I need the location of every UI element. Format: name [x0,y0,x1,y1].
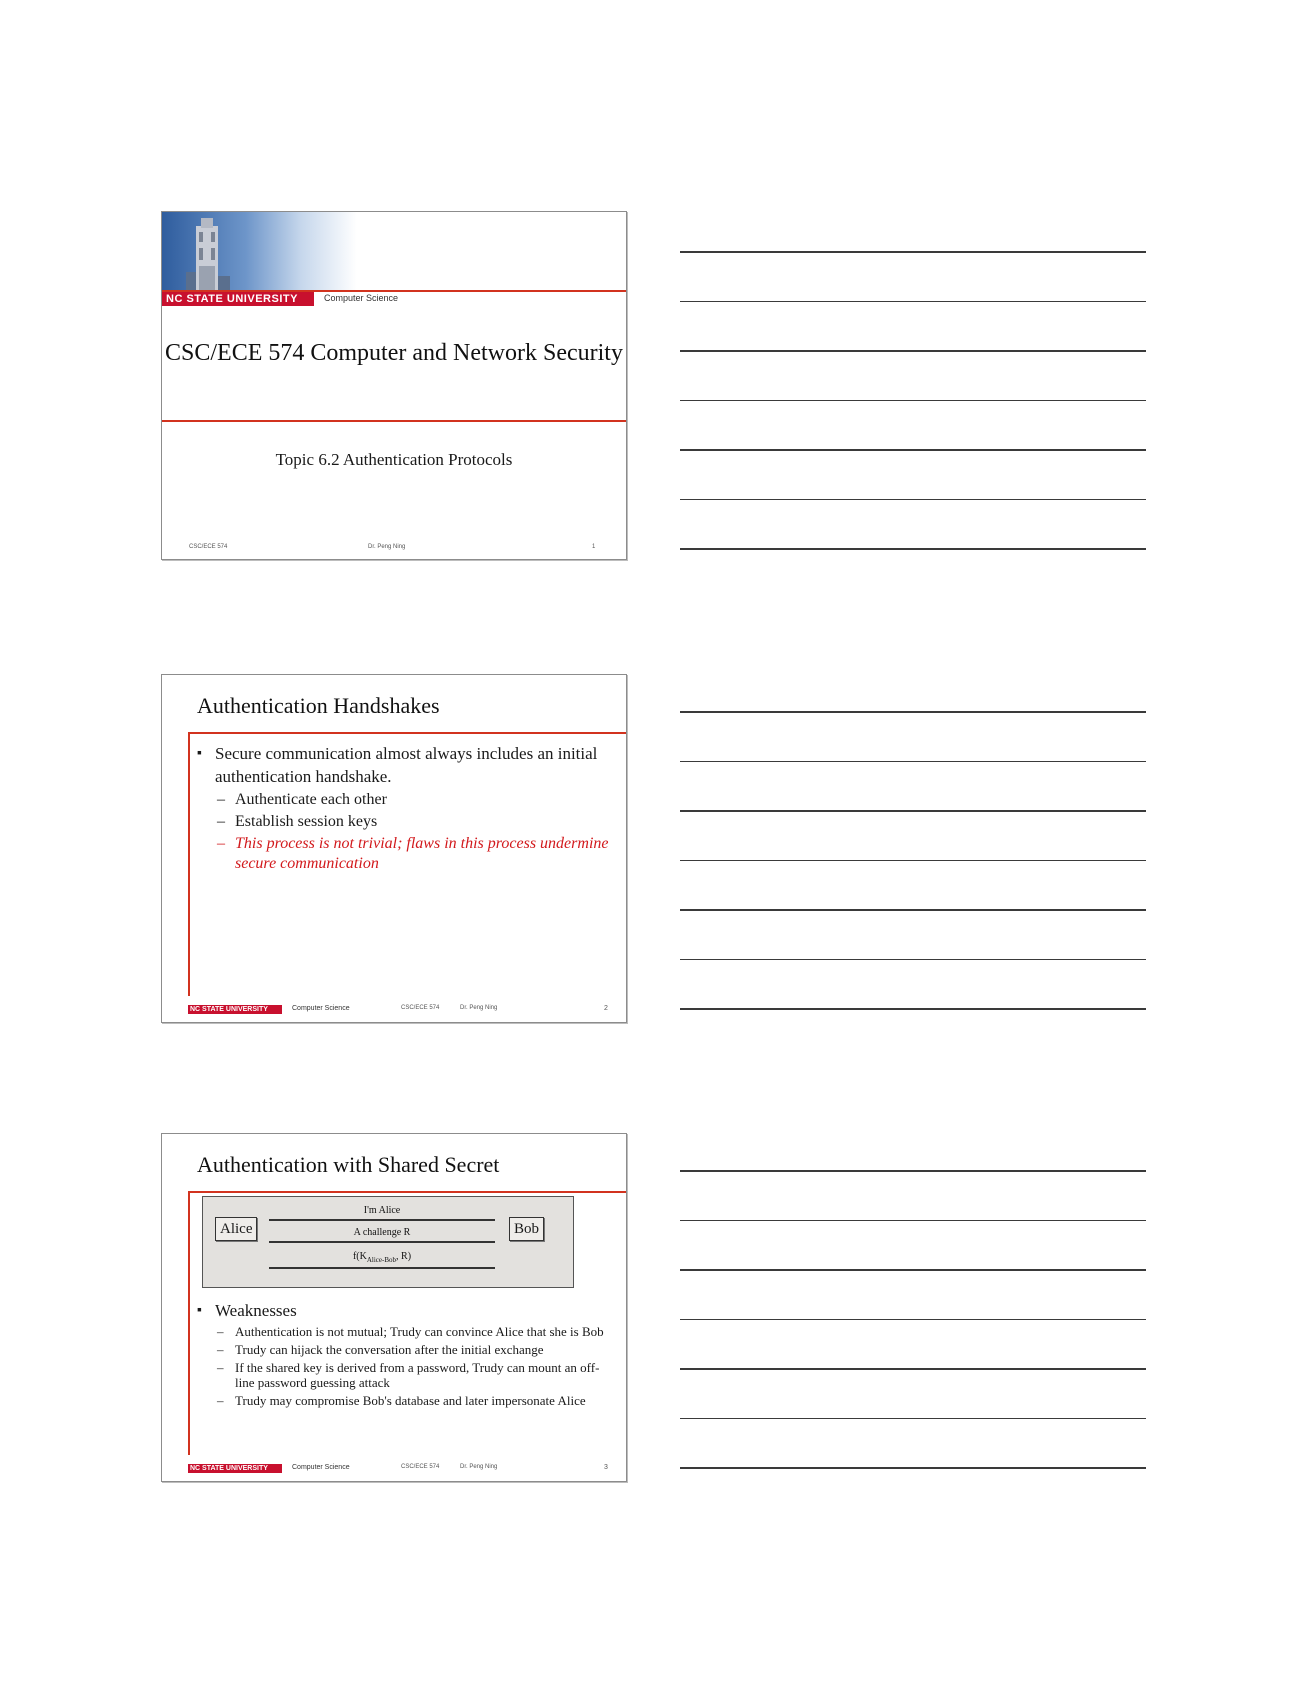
bullet-item [197,1300,616,1322]
message-1-label: I'm Alice [363,1205,401,1216]
slide-subtitle: Topic 6.2 Authentication Protocols [275,450,513,469]
footer-page: 2 [604,1005,608,1012]
left-rule [188,732,190,996]
message-1-arrow [269,1219,495,1221]
subbullet-text: Trudy can hijack the conversation after the initial exchange [235,1342,544,1357]
subbullet-item [197,812,616,832]
header-banner [162,212,626,290]
subbullet-text: If the shared key is derived from a password, Trudy can mount an off-line password guessing attack [235,1360,600,1390]
dash-marker: – [217,1393,224,1408]
footer-course: CSC/ECE 574 [401,1005,440,1011]
note-line [680,449,1146,451]
slide-body [197,1300,616,1411]
note-line [680,1170,1146,1172]
note-line [680,909,1146,911]
dash-marker: – [217,1342,224,1357]
note-line [680,1269,1146,1271]
bullet-text: Secure communication almost always includes an initial authentication handshake. [215,744,598,786]
department-label: Computer Science [292,1464,350,1471]
note-line [680,1418,1146,1420]
party-alice: Alice [215,1217,257,1241]
note-line [680,1319,1146,1321]
note-line [680,1008,1146,1010]
message-3-label [269,1251,495,1264]
title-separator [162,420,626,422]
title-rule [188,732,626,734]
left-rule [188,1191,190,1455]
notes-lines-3 [680,1170,1146,1517]
footer-course: CSC/ECE 574 [189,544,228,550]
note-line [680,251,1146,253]
bullet-marker: ▪ [197,1303,202,1318]
note-line [680,548,1146,550]
slide-title: CSC/ECE 574 Computer and Network Security [165,340,623,366]
message-3-subscript: Alice-Bob [366,1256,397,1264]
subbullet-text: Establish session keys [235,813,378,830]
footer-course: CSC/ECE 574 [401,1464,440,1470]
emphasis-text: This process is not trivial; flaws in this process undermine secure communication [235,835,609,872]
subbullet-text: Authentication is not mutual; Trudy can convince Alice that she is Bob [235,1324,604,1339]
bullet-marker: ▪ [197,746,202,761]
subbullet-text: Authenticate each other [235,791,387,808]
note-line [680,959,1146,961]
dash-marker: – [217,1360,224,1375]
message-3-arrow [269,1267,495,1269]
subbullet-item [197,1393,616,1408]
slide-1 [161,211,627,560]
notes-lines-2 [680,711,1146,1058]
slide-footer [188,1004,608,1016]
department-label: Computer Science [292,1005,350,1012]
note-line [680,1220,1146,1222]
slide-body [197,742,616,876]
note-line [680,761,1146,763]
slide-footer [188,1463,608,1475]
notes-lines-1 [680,251,1146,598]
slide-2 [161,674,627,1023]
dash-marker: – [217,1324,224,1339]
note-line [680,711,1146,713]
title-rule [188,1191,626,1193]
subbullet-item [197,1360,616,1390]
note-line [680,499,1146,501]
university-logo: NC STATE UNIVERSITY [188,1464,282,1473]
footer-page: 3 [604,1464,608,1471]
university-logo: NC STATE UNIVERSITY [188,1005,282,1014]
subbullet-item [197,1342,616,1357]
bullet-item [197,742,616,788]
message-3-prefix: f(K [352,1251,367,1262]
slide-title: Authentication with Shared Secret [197,1152,500,1177]
message-3-suffix: , R) [396,1251,412,1262]
bullet-text: Weaknesses [215,1301,297,1320]
footer-author: Dr. Peng Ning [460,1464,498,1470]
note-line [680,301,1146,303]
party-bob: Bob [509,1217,544,1241]
note-line [680,400,1146,402]
note-line [680,810,1146,812]
footer-author: Dr. Peng Ning [460,1005,498,1011]
subbullet-item [197,1324,616,1339]
subbullet-text: Trudy may compromise Bob's database and later impersonate Alice [235,1393,586,1408]
note-line [680,1467,1146,1469]
belltower-image [182,216,232,290]
message-2-label: A challenge R [353,1227,411,1238]
slide-3 [161,1133,627,1482]
subbullet-item-emphasis [197,834,616,874]
protocol-diagram [202,1196,574,1288]
footer-page: 1 [592,544,596,550]
note-line [680,1368,1146,1370]
slide-title: Authentication Handshakes [197,693,440,718]
dash-marker: – [217,791,225,808]
message-2-arrow [269,1241,495,1243]
department-label: Computer Science [324,293,399,303]
subbullet-item [197,790,616,810]
note-line [680,860,1146,862]
dash-marker: – [217,813,225,830]
footer-author: Dr. Peng Ning [368,544,406,550]
note-line [680,350,1146,352]
dash-marker: – [217,835,225,852]
university-logo: NC STATE UNIVERSITY [162,292,314,306]
